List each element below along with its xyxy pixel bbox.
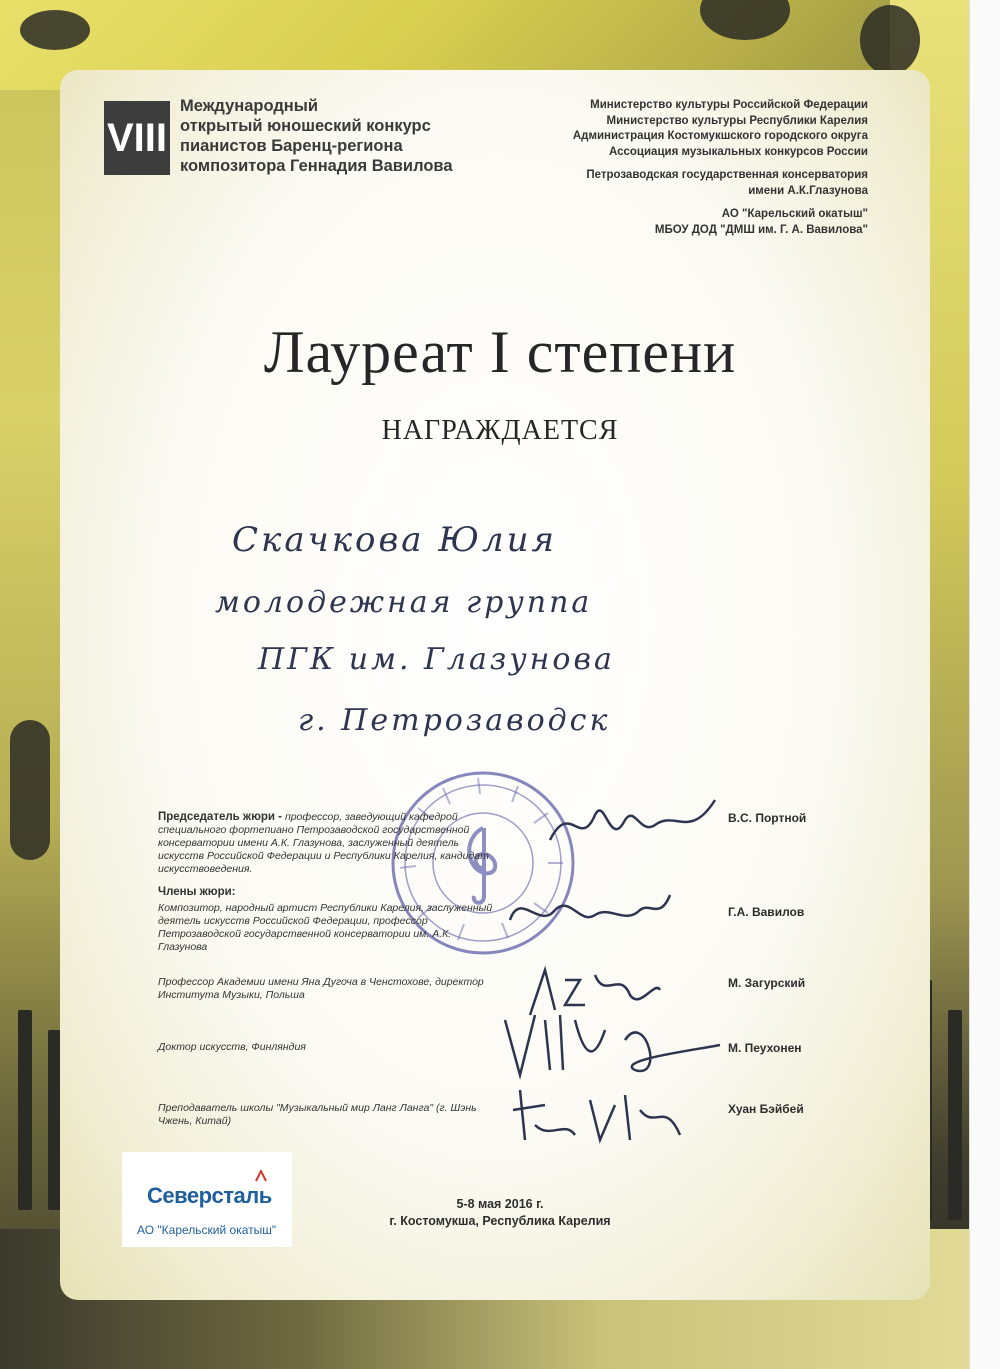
sponsor-brand: Северсталь xyxy=(147,1183,272,1208)
organizer: АО "Карельский окатыш" xyxy=(721,208,868,220)
recipient-city: г. Петрозаводск xyxy=(298,703,611,738)
severstal-logo-icon xyxy=(255,1170,267,1182)
jury-chair-text xyxy=(158,811,498,876)
jury-member-name: М. Загурский xyxy=(728,976,806,990)
jury-member-name: Г.А. Вавилов xyxy=(728,905,805,919)
organizer: имени А.К.Глазунова xyxy=(748,184,868,197)
decor-blob xyxy=(10,720,50,860)
organizer: МБОУ ДОД "ДМШ им. Г. А. Вавилова" xyxy=(654,223,868,236)
decor-key xyxy=(18,1010,32,1210)
contest-line: открытый юношеский конкурс xyxy=(180,117,431,135)
organizers-list xyxy=(573,98,868,238)
decor-key xyxy=(948,1010,962,1220)
organizer: Министерство культуры Республики Карелия xyxy=(606,114,868,127)
award-title: Лауреат I степени xyxy=(263,319,737,385)
scan-edge xyxy=(969,0,1000,1369)
jury-member-name: Хуан Бэйбей xyxy=(728,1102,804,1116)
contest-line: композитора Геннадия Вавилова xyxy=(180,157,453,175)
event-info xyxy=(0,1196,1000,1230)
contest-line: пианистов Баренц-региона xyxy=(180,137,403,155)
signature-member-1 xyxy=(500,880,680,940)
jury-member-desc: Композитор, народный артист Республики Карелия, заслуженный деятель искусств Российской Федерации, профессор Петрозаводской государственной консерватории им. А.К. Глазунова xyxy=(158,902,493,953)
organizer: Министерство культуры Российской Федерации xyxy=(590,99,868,111)
recipient-name: Скачкова Юлия xyxy=(232,520,558,560)
edition-badge: VIII xyxy=(104,101,170,175)
organizer: Петрозаводская государственная консерватория xyxy=(586,169,868,181)
event-date: 5-8 мая 2016 г. xyxy=(456,1197,544,1211)
jury-member-desc: Преподаватель школы "Музыкальный мир Ланг Ланга" (г. Шэнь Чжень, Китай) xyxy=(158,1102,477,1127)
signature-member-3 xyxy=(495,1000,725,1085)
contest-line: Международный xyxy=(180,97,319,115)
organizer: Администрация Костомукшского городского округа xyxy=(572,130,868,142)
jury-chair-desc: профессор, заведующий кафедрой специального фортепиано Петрозаводской государственной консерватории имени А.К. Глазунова, заслуженный деятель искусств Российской Федерации и Республики Карелия, кандидат искусствоведения. xyxy=(158,811,489,875)
sponsor-company: АО "Карельский окатыш" xyxy=(137,1223,277,1237)
jury-member-desc: Профессор Академии имени Яна Дугоча в Ченстохове, директор Института Музыки, Польша xyxy=(158,976,484,1001)
organizer: Ассоциация музыкальных конкурсов России xyxy=(608,145,868,158)
event-place: г. Костомукша, Республика Карелия xyxy=(389,1214,611,1228)
jury-chair-name: В.С. Портной xyxy=(728,811,807,825)
decor-blob xyxy=(860,5,920,75)
signature-member-4 xyxy=(505,1080,695,1150)
contest-title xyxy=(180,96,453,176)
decor-blob xyxy=(20,10,90,50)
award-subtitle: НАГРАЖДАЕТСЯ xyxy=(381,415,619,446)
jury-chair-label: Председатель жюри - xyxy=(158,811,283,823)
jury-members-label: Члены жюри: xyxy=(158,886,236,898)
jury-member-name: М. Пеухонен xyxy=(728,1041,802,1055)
jury-member-desc: Доктор искусств, Финляндия xyxy=(158,1041,306,1053)
recipient-institution: ПГК им. Глазунова xyxy=(258,642,615,677)
recipient-group: молодежная группа xyxy=(215,585,593,620)
signature-chair xyxy=(540,780,730,860)
